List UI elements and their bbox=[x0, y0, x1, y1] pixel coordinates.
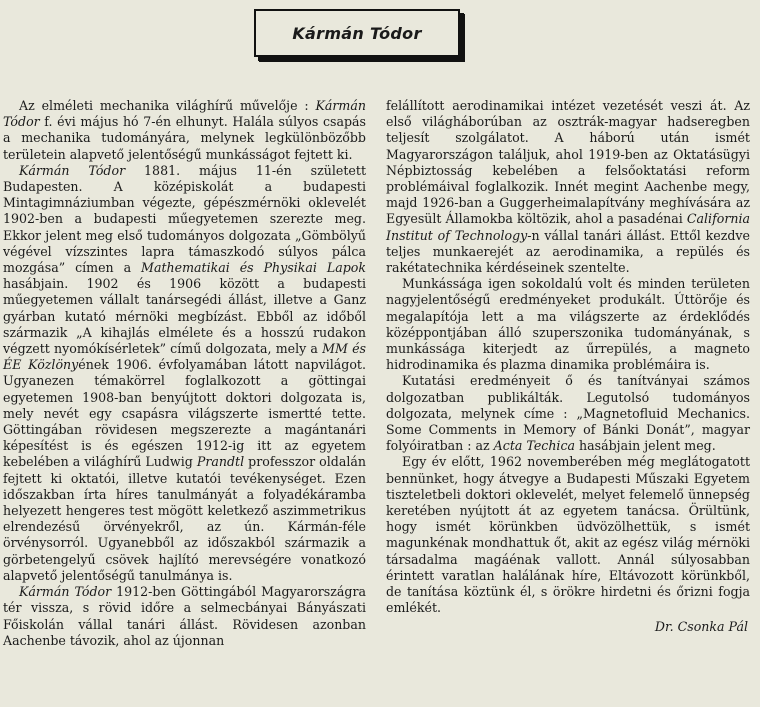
left-column bbox=[3, 98, 366, 649]
paragraph-continuation: felállított aerodinamikai intézet vezetését veszi át. Az első világháborúban az osztrák-magyar hadseregben teljesít szolgálatot. A háború után ismét Magyarországon találjuk, ahol 1919-ben az Oktatásügyi Népbiztosság kebelében a felsőoktatási reform problémáival foglalkozik. Innét megint Aachenbe megy, majd 1926-ban a Guggerheimalapítvány meghívására az Egyesült Államokba költözik, ahol a pasadénai California Institut of Technology-n vállal tanári állást. Ettől kezdve teljes munkaerejét az aerodinamika, a repülés és rakétatechnika kérdéseinek szentelte. bbox=[386, 98, 750, 276]
author-signature: Dr. Csonka Pál bbox=[654, 618, 748, 634]
paragraph-research: Kutatási eredményeit ő és tanítványai számos dolgozatban publikálták. Legutolsó tudományos dolgozata, melynek címe : „Magnetofluid Mechanics. Some Comments in Memory of Bánki Donát”, magyar folyóiratban : az Acta Techica hasábjain jelent meg. bbox=[386, 373, 750, 454]
title-box bbox=[254, 9, 460, 57]
right-column bbox=[386, 98, 750, 635]
paragraph-work: Munkássága igen sokoldalú volt és minden területen nagyjelentőségű eredményeket produkált. Úttörője és megalapítója lett a ma világszerte az érdeklődés középpontjában álló szuperszonika tudományának, s munkássága kiterjedt az űrrepülés, a magneto hidrodinamika és plazma dinamika problémáira is. bbox=[386, 276, 750, 373]
paragraph-intro: Az elméleti mechanika világhírű művelője : Kármán Tódor f. évi május hó 7-én elhunyt. Halála súlyos csapás a mechanika tudományára, melynek legkülönbözőbb területein alapvető jelentőségű munkásságot fejtett ki. bbox=[3, 98, 366, 162]
article-title: Kármán Tódor bbox=[292, 23, 422, 43]
paragraph-last-visit: Egy év előtt, 1962 novemberében még meglátogatott bennünket, hogy átvegye a Budapesti Műszaki Egyetem tiszteletbeli doktori oklevelét, melyet felemelő ünnepség keretében nyújtott át az egyetem tanácsa. Örültünk, hogy ismét körünkben üdvözölhettük, s ismét magunkénak mondhattuk őt, akit az egész világ mérnöki társadalma magáénak vallott. Annál súlyosabban érintett varatlan halálának híre, Eltávozott körünkből, de tanítása köztünk él, s örökre hirdetni és őrizni fogja emlékét. bbox=[386, 454, 750, 616]
paragraph-biography: Kármán Tódor 1881. május 11-én született Budapesten. A középiskolát a budapesti Mintagimnáziumban végezte, gépészmérnöki oklevelét 1902-ben a budapesti műegyetemen szerezte meg. Ekkor jelent meg első tudományos dolgozata „Gömbölyű végével vízszintes lapra támaszkodó súlyos pálca mozgása” címen a Mathematikai és Physikai Lapok hasábjain. 1902 és 1906 között a budapesti műegyetemen vállalt tanársegédi állást, illetve a Ganz gyárban kutató mérnöki megbízást. Ebből az időből származik „A kihajlás elmélete és a hosszú rudakon végzett nyomókísérletek” című dolgozata, mely a MM és ÉE Közlönyének 1906. évfolyamában látott napvilágot. Ugyanezen témakörrel foglalkozott a göttingai egyetemen 1908-ban benyújtott doktori dolgozata is, mely nevét egy csapásra világszerte ismertté tette. Göttingában rövidesen megszerezte a magántanári képesítést is és egészen 1912-ig itt az egyetem kebelében a világhírű Ludwig Prandtl professzor oldalán fejtett ki oktatói, illetve kutatói tevékenységet. Ezen időszakban írta híres tanulmányát a folyadékáramba helyezett hengeres test mögött keletkező aszimmetrikus elrendezésű örvényekről, az ún. Kármán-féle örvénysorról. Ugyanebből az időszakból származik a görbetengelyű csövek hajlító merevségére vonatkozó alapvető jelentőségű tanulmánya is. bbox=[3, 162, 366, 583]
paragraph-return: Kármán Tódor 1912-ben Göttingából Magyarországra tér vissza, s rövid időre a selmecbányai Bányászati Főiskolán vállal tanári állást. Rövidesen azonban Aachenbe távozik, ahol az újonnan bbox=[3, 584, 367, 648]
